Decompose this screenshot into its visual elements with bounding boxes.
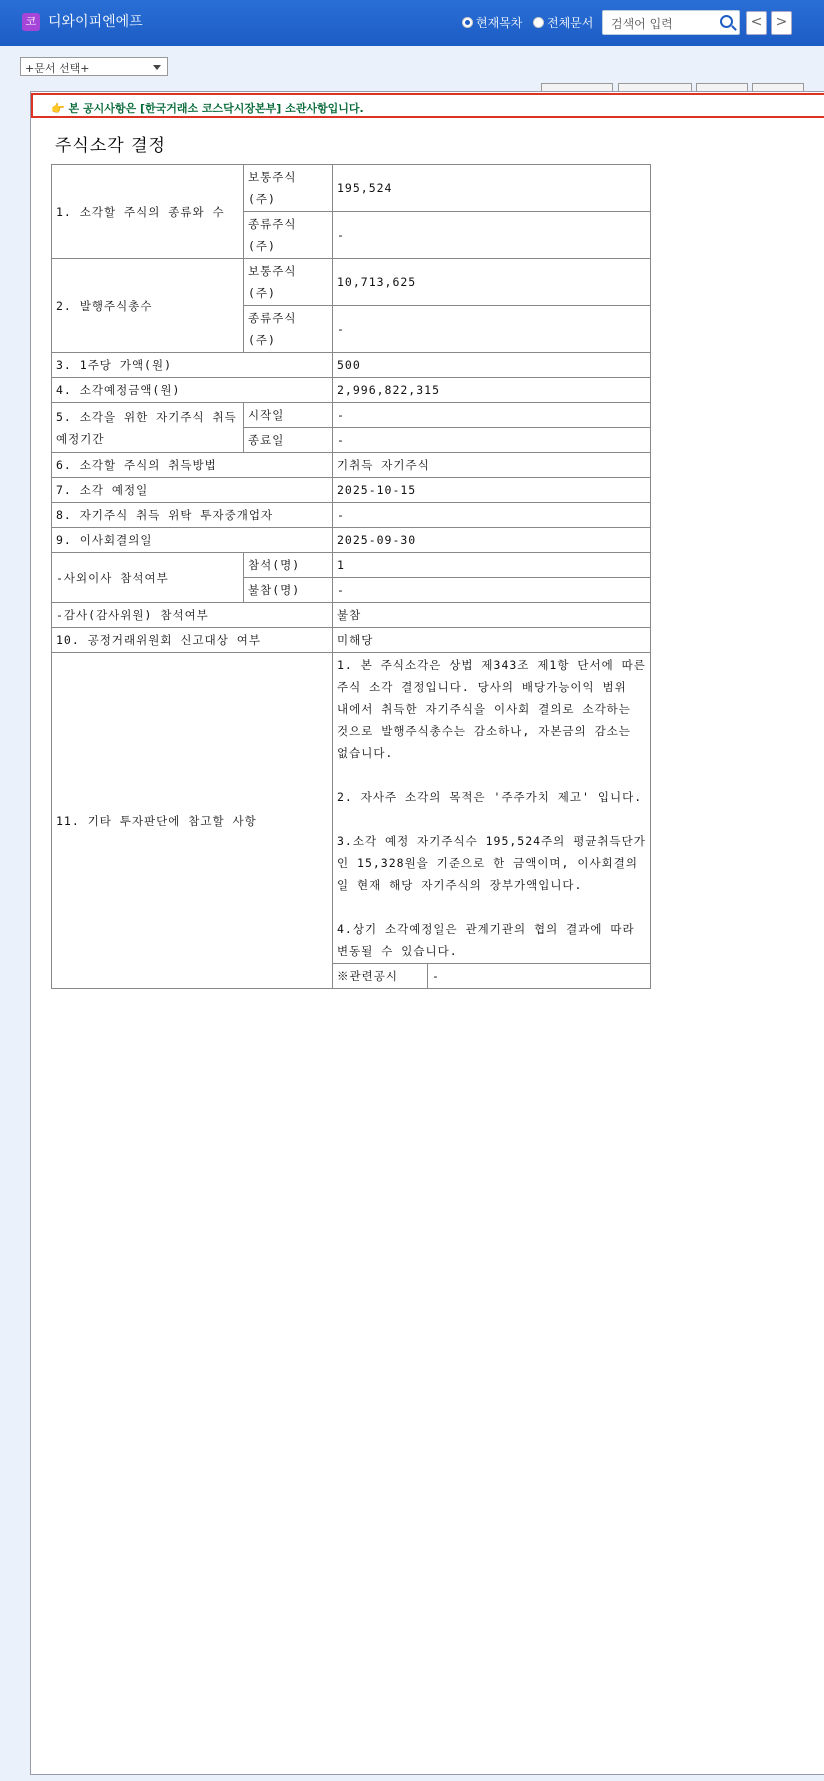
row-value: 195,524 bbox=[333, 165, 651, 212]
top-bar bbox=[0, 0, 824, 46]
row-value: - bbox=[333, 212, 651, 259]
prev-button[interactable]: < bbox=[746, 11, 767, 35]
row-value: - bbox=[333, 578, 651, 603]
table-row bbox=[52, 528, 651, 553]
row-value: 2,996,822,315 bbox=[333, 378, 651, 403]
search-icon[interactable] bbox=[720, 15, 733, 28]
row-sublabel: 종류주식 (주) bbox=[244, 306, 333, 353]
table-row bbox=[52, 403, 651, 428]
row-label: 3. 1주당 가액(원) bbox=[52, 353, 333, 378]
row-value: 미해당 bbox=[333, 628, 651, 653]
row-label: 6. 소각할 주식의 취득방법 bbox=[52, 453, 333, 478]
next-button[interactable]: > bbox=[771, 11, 792, 35]
row-value: - bbox=[333, 306, 651, 353]
row-label: 8. 자기주식 취득 위탁 투자중개업자 bbox=[52, 503, 333, 528]
row-value: - bbox=[333, 503, 651, 528]
row-sublabel: 시작일 bbox=[244, 403, 333, 428]
row-sublabel: 참석(명) bbox=[244, 553, 333, 578]
table-row bbox=[52, 503, 651, 528]
table-row bbox=[52, 378, 651, 403]
table-row bbox=[52, 478, 651, 503]
jurisdiction-notice: 👉 본 공시사항은 [한국거래소 코스닥시장본부] 소관사항입니다. bbox=[31, 93, 824, 118]
search-input[interactable] bbox=[609, 12, 713, 35]
row-sublabel: 불참(명) bbox=[244, 578, 333, 603]
row-value: 2025-10-15 bbox=[333, 478, 651, 503]
row-label: 1. 소각할 주식의 종류와 수 bbox=[52, 165, 244, 259]
table-row bbox=[52, 628, 651, 653]
note-paragraph: 2. 자사주 소각의 목적은 '주주가치 제고' 입니다. bbox=[337, 790, 643, 804]
row-label: 10. 공정거래위원회 신고대상 여부 bbox=[52, 628, 333, 653]
row-value: 불참 bbox=[333, 603, 651, 628]
row-label: 9. 이사회결의일 bbox=[52, 528, 333, 553]
row-sublabel: 보통주식 (주) bbox=[244, 259, 333, 306]
related-disclosure-label: ※관련공시 bbox=[333, 964, 428, 989]
row-sublabel: 보통주식 (주) bbox=[244, 165, 333, 212]
table-row bbox=[52, 553, 651, 578]
row-value-notes bbox=[333, 653, 651, 964]
row-value: 2025-09-30 bbox=[333, 528, 651, 553]
note-paragraph: 4.상기 소각예정일은 관계기관의 협의 결과에 따라 변동될 수 있습니다. bbox=[337, 922, 635, 958]
note-paragraph: 1. 본 주식소각은 상법 제343조 제1항 단서에 따른 주식 소각 결정입니다. 당사의 배당가능이익 범위 내에서 취득한 자기주식을 이사회 결의로 소각하는 것으로 발행주식총수는 감소하나, 자본금의 감소는 없습니다. bbox=[337, 658, 646, 760]
row-value: 500 bbox=[333, 353, 651, 378]
row-label: -사외이사 참석여부 bbox=[52, 553, 244, 603]
radio-current-label: 현재목차 bbox=[476, 16, 523, 30]
table-row bbox=[52, 353, 651, 378]
table-row bbox=[52, 453, 651, 478]
row-label: 7. 소각 예정일 bbox=[52, 478, 333, 503]
note-paragraph: 3.소각 예정 자기주식수 195,524주의 평균취득단가인 15,328원을 기준으로 한 금액이며, 이사회결의일 현재 해당 자기주식의 장부가액입니다. bbox=[337, 834, 646, 892]
document-select-value: +문서 선택+ bbox=[25, 62, 90, 75]
radio-unselected-icon[interactable] bbox=[533, 17, 544, 28]
table-row bbox=[52, 259, 651, 306]
row-value: 기취득 자기주식 bbox=[333, 453, 651, 478]
table-row bbox=[52, 603, 651, 628]
disclosure-table bbox=[51, 164, 651, 989]
radio-full-doc[interactable] bbox=[533, 14, 593, 31]
row-label: 4. 소각예정금액(원) bbox=[52, 378, 333, 403]
row-label: 2. 발행주식총수 bbox=[52, 259, 244, 353]
radio-all-label: 전체문서 bbox=[547, 16, 594, 30]
chevron-down-icon bbox=[153, 65, 161, 70]
page-title: 주식소각 결정 bbox=[55, 136, 166, 156]
radio-current-toc[interactable] bbox=[462, 14, 522, 31]
row-label: 5. 소각을 위한 자기주식 취득 예정기간 bbox=[52, 403, 244, 453]
search-box bbox=[602, 10, 740, 35]
row-value: - bbox=[333, 428, 651, 453]
row-label: 11. 기타 투자판단에 참고할 사항 bbox=[52, 653, 333, 989]
company-name[interactable]: 디와이피엔에프 bbox=[48, 14, 143, 30]
row-sublabel: 종료일 bbox=[244, 428, 333, 453]
document-select[interactable] bbox=[20, 57, 168, 76]
row-value: 1 bbox=[333, 553, 651, 578]
related-disclosure-value: - bbox=[428, 964, 651, 989]
radio-selected-icon[interactable] bbox=[462, 17, 473, 28]
row-label: -감사(감사위원) 참석여부 bbox=[52, 603, 333, 628]
kosdaq-logo-icon: 코 bbox=[22, 13, 40, 31]
row-value: - bbox=[333, 403, 651, 428]
table-row bbox=[52, 653, 651, 964]
row-sublabel: 종류주식 (주) bbox=[244, 212, 333, 259]
row-value: 10,713,625 bbox=[333, 259, 651, 306]
table-row bbox=[52, 165, 651, 212]
